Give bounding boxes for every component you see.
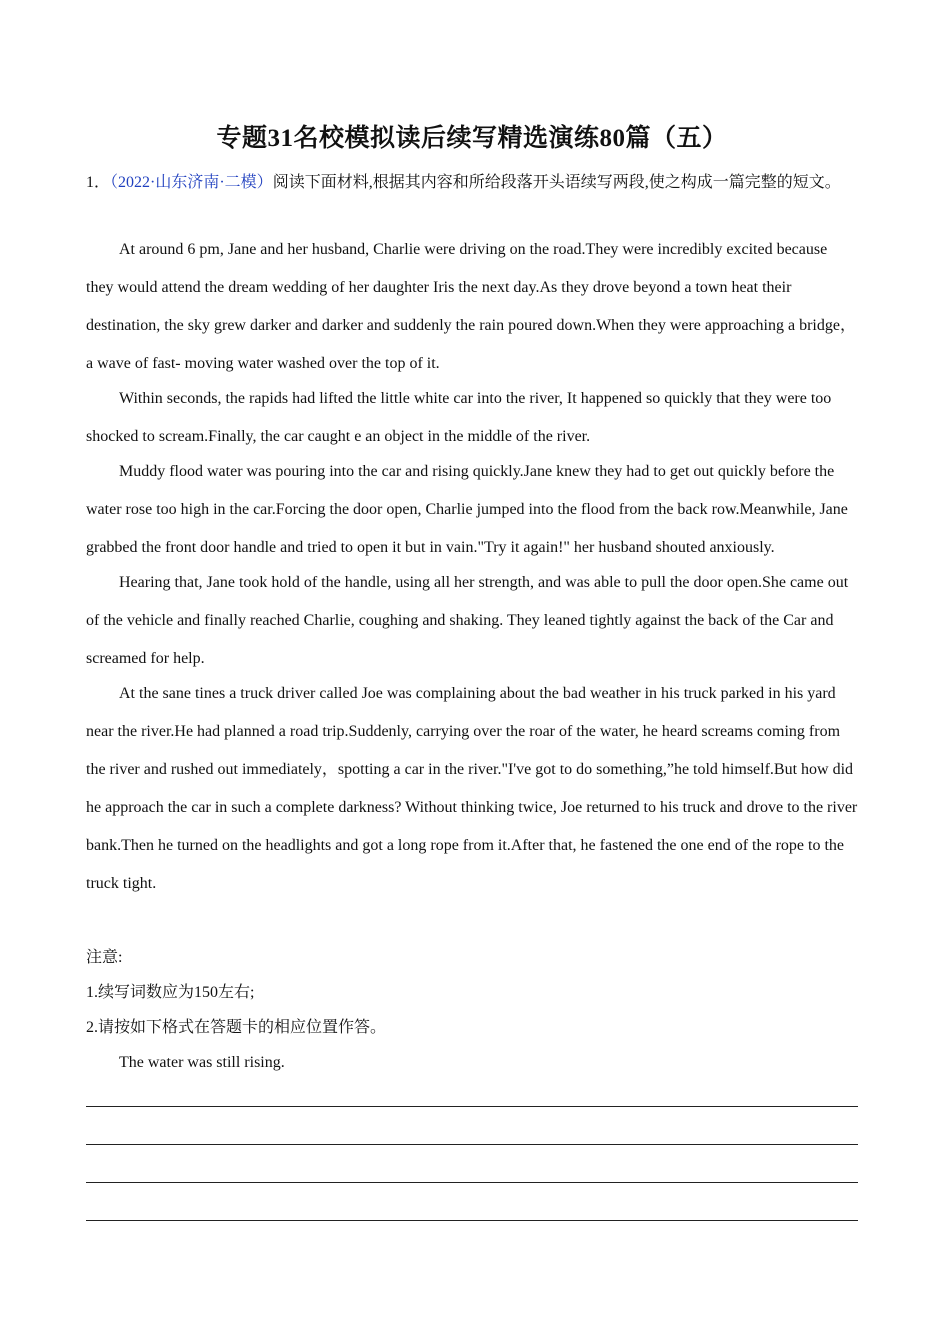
question-header — [86, 164, 858, 202]
passage-paragraph: At around 6 pm, Jane and her husband, Charlie were driving on the road.They were incredibly excited because they would attend the dream wedding of her daughter Iris the next day.As they drove beyond a town heat their destination, the sky grew darker and darker and suddenly the rain poured down.When they were approaching a bridge，a wave of fast- moving water washed over the top of it. — [86, 241, 856, 372]
answer-line — [86, 1106, 858, 1107]
question-instruction: 阅读下面材料,根据其内容和所给段落开头语续写两段,使之构成一篇完整的短文。 — [272, 174, 841, 191]
reading-passage — [86, 231, 858, 900]
continuation-start: The water was still rising. — [119, 1054, 285, 1071]
passage-paragraph: Hearing that, Jane took hold of the handle, using all her strength, and was able to pull the door open.She came out of the vehicle and finally reached Charlie, coughing and shaking. They leaned tightly against the back of the Car and screamed for help. — [86, 574, 849, 667]
note-item: 1.续写词数应为150左右; — [86, 984, 255, 1001]
passage-paragraph: At the sane tines a truck driver called Joe was complaining about the bad weather in his truck parked in his yard near the river.He had planned a road trip.Suddenly, carrying over the roar of the water, he heard screams coming from the river and rushed out immediately，spotting a car in the river."I've got to do something,”he told himself.But how did he approach the car in such a complete darkness? Without thinking twice, Joe returned to his truck and drove to the river bank.Then he turned on the headlights and got a long rope from it.After that, he fastened the one end of the rope to the truck tight. — [86, 685, 858, 892]
note-item: 2.请按如下格式在答题卡的相应位置作答。 — [86, 1019, 387, 1036]
answer-line — [86, 1144, 858, 1145]
page-title: 专题31名校模拟读后续写精选演练80篇（五） — [216, 125, 728, 152]
answer-line — [86, 1220, 858, 1221]
question-number: 1． — [86, 174, 111, 191]
passage-paragraph: Muddy flood water was pouring into the car and rising quickly.Jane knew they had to get out quickly before the water rose too high in the car.Forcing the door open, Charlie jumped into the flood from the back row.Meanwhile, Jane grabbed the front door handle and tried to open it but in vain."Try it again!" her husband shouted anxiously. — [86, 463, 848, 556]
passage-paragraph: Within seconds, the rapids had lifted the little white car into the river, It happened so quickly that they were too shocked to scream.Finally, the car caught e an object in the middle of the river. — [86, 390, 832, 445]
notes-section — [86, 940, 858, 1080]
question-source: （2022·山东济南·二模） — [110, 174, 273, 191]
notes-heading: 注意: — [86, 949, 123, 966]
answer-line — [86, 1182, 858, 1183]
answer-area — [86, 1106, 858, 1258]
